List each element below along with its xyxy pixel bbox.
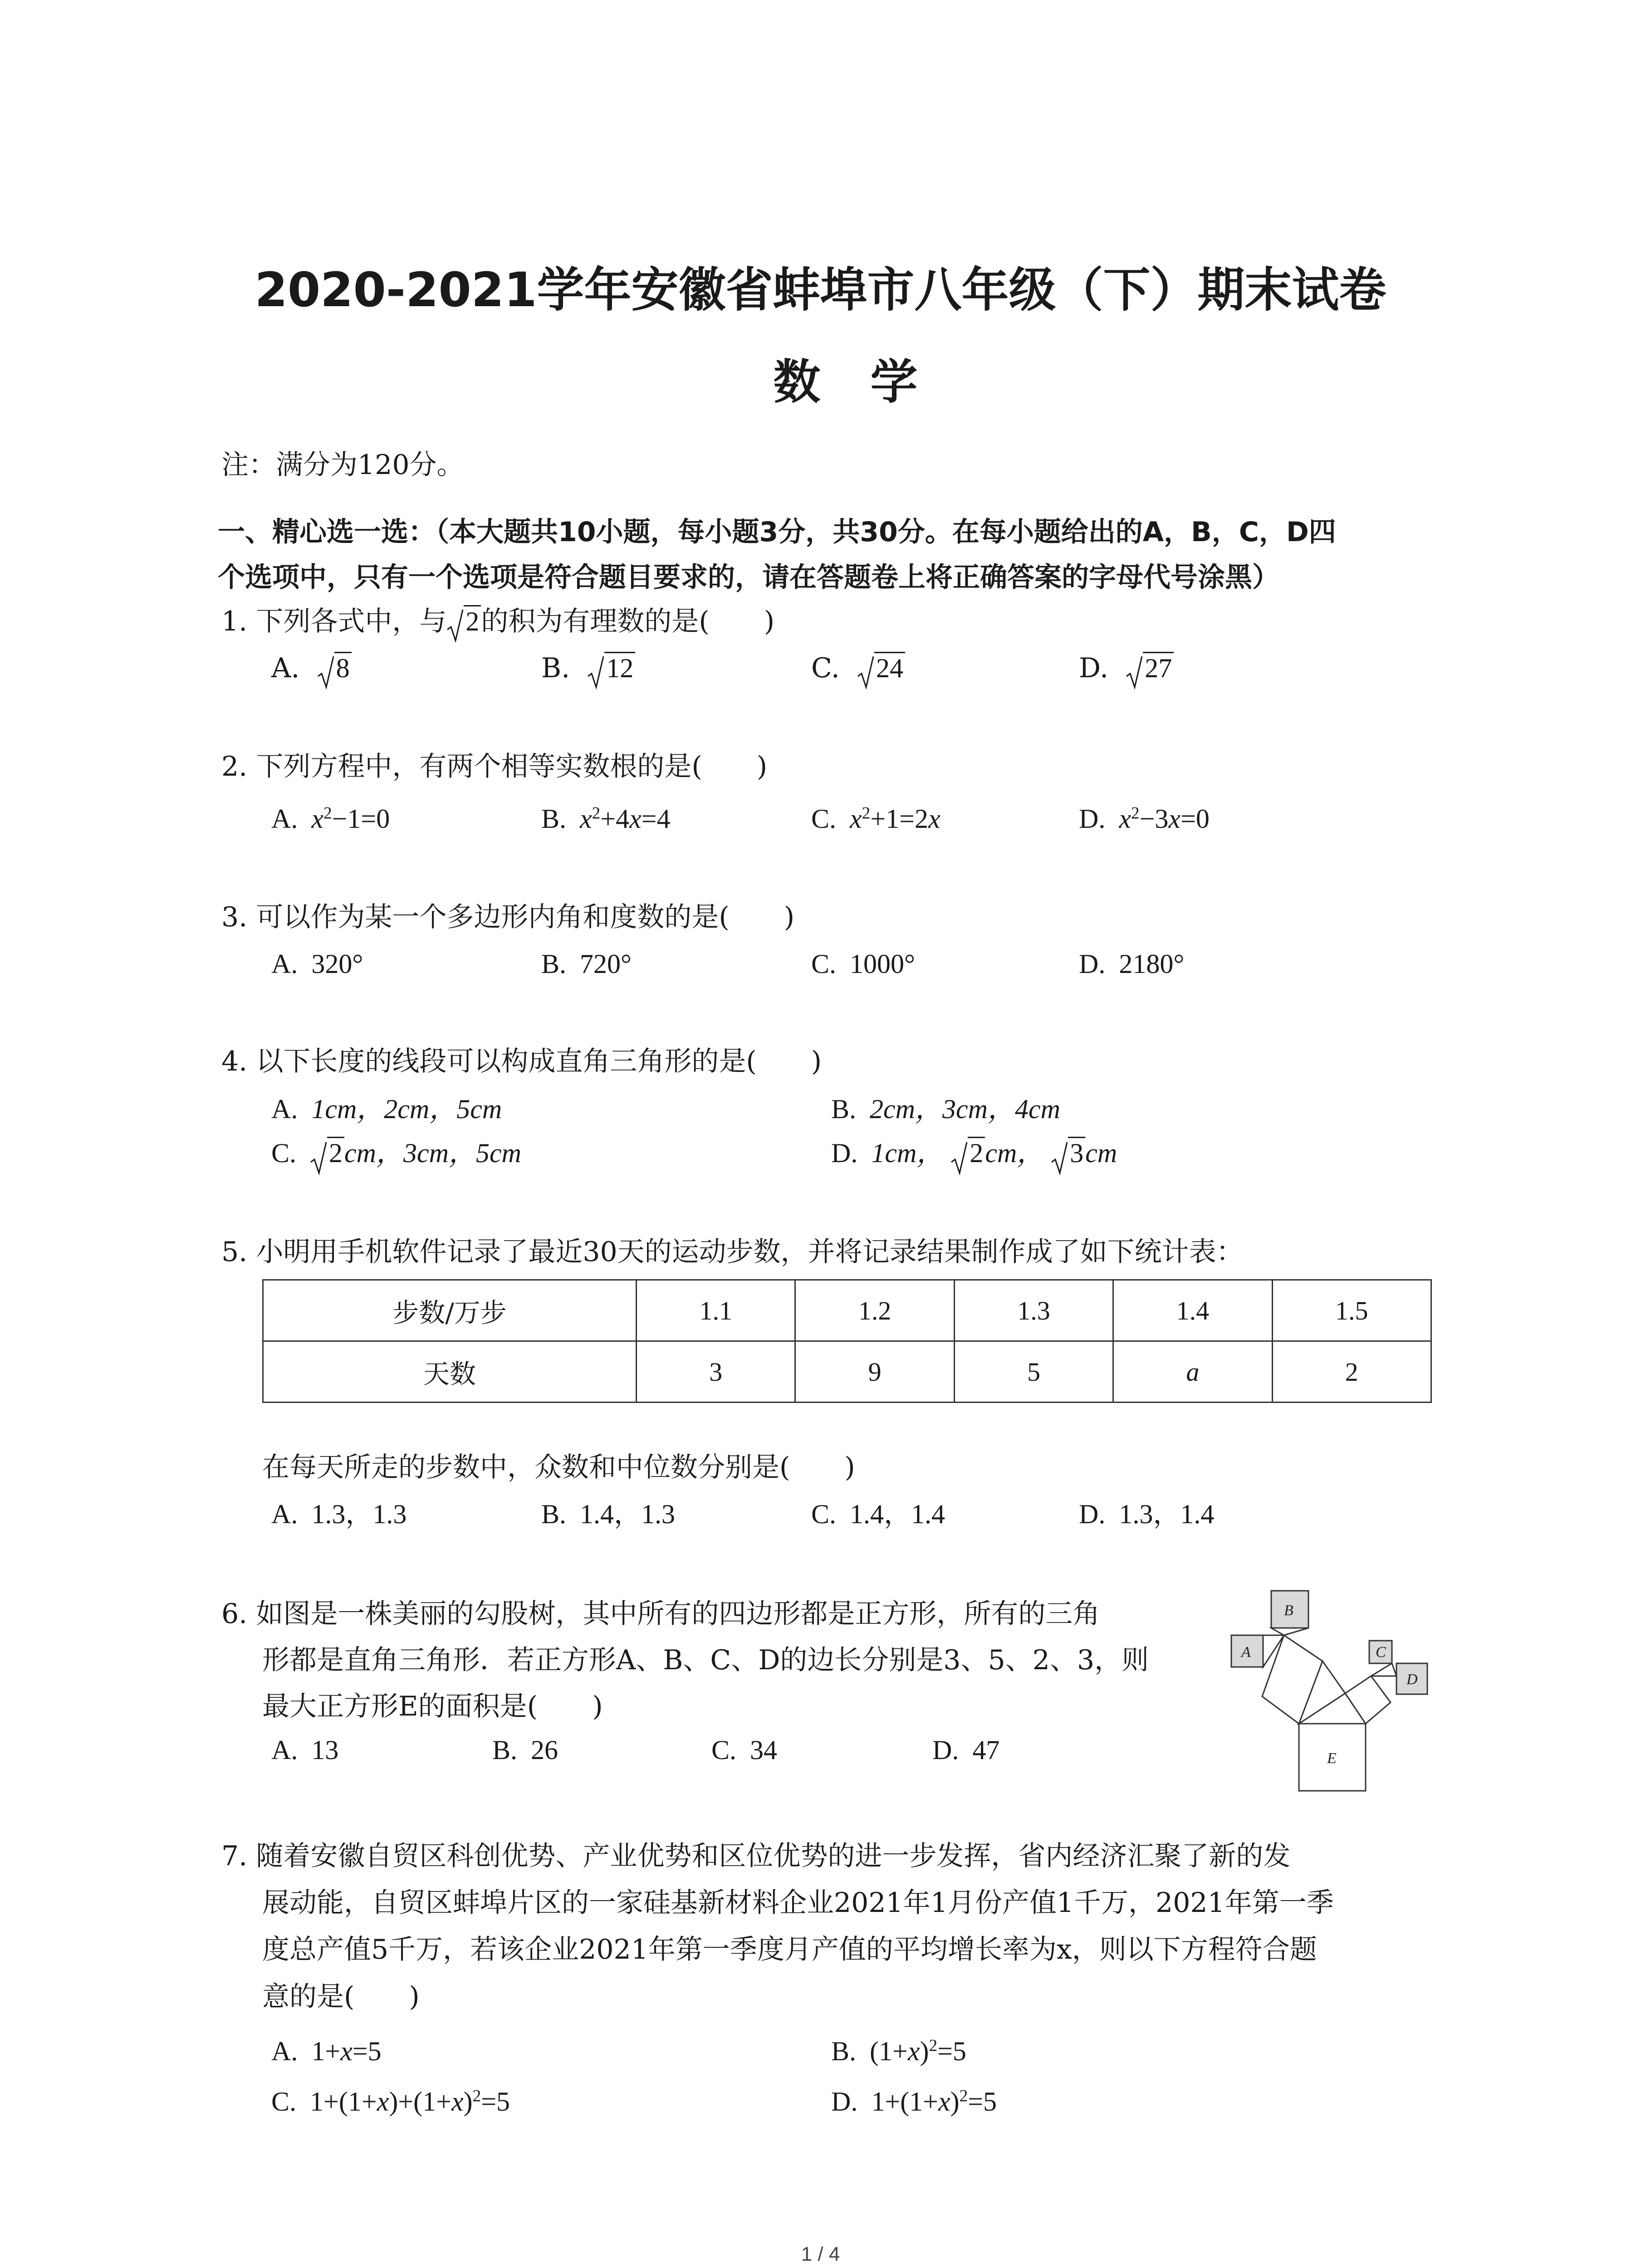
q4-option-d[interactable] [831,1139,1117,1176]
table-row [263,1280,1431,1341]
question-number: 1. [221,606,248,637]
option-text: 47 [972,1735,1000,1765]
question-text: 小明用手机软件记录了最近30天的运动步数，并将记录结果制作成了如下统计表： [256,1236,1244,1268]
option-text: 2180° [1119,949,1185,979]
question-text: 下列方程中，有两个相等实数根的是( ) [256,751,768,782]
option-label: D. [932,1735,959,1765]
option-text: 320° [311,949,363,979]
radicand: 2 [327,1137,344,1168]
option-label: C. [271,2087,297,2116]
table-cell: 1.4 [1113,1280,1272,1341]
sqrt-icon [857,655,874,690]
label-c: C [1376,1644,1386,1661]
option-label: B. [831,2036,857,2066]
radicand: 8 [334,652,352,683]
question-2 [221,753,767,780]
page-title: 2020-2021学年安徽省蚌埠市八年级（下）期末试卷 [255,262,1386,318]
option-text: $1+(1+x)+(1+x)^2=5$ [310,2087,510,2116]
q6-option-c[interactable] [711,1736,777,1764]
question-7-line3: 度总产值5千万，若该企业2021年第一季度月产值的平均增长率为x，则以下方程符合题 [262,1934,1317,1965]
score-note: 注：满分为120分。 [221,449,464,481]
table-cell: 1.3 [954,1280,1113,1341]
q1-option-b[interactable] [541,652,635,690]
option-label: D. [1079,804,1106,834]
option-label: B. [541,1499,567,1529]
question-number: 3. [221,901,248,933]
question-text: 的积为有理数的是( ) [481,606,775,637]
option-text: cm，3cm，5cm [344,1138,521,1168]
q5-question: 在每天所走的步数中，众数和中位数分别是( ) [262,1452,855,1483]
question-number: 5. [221,1236,248,1268]
sqrt-icon [1051,1141,1068,1176]
option-label: C. [271,1138,297,1168]
option-text: 34 [750,1735,778,1765]
q1-option-a[interactable] [271,652,352,690]
question-number: 4. [221,1046,248,1077]
option-text: $x^2-1=0$ [311,804,390,834]
table-cell: 3 [637,1341,795,1403]
question-3 [221,901,795,933]
question-6-line2: 形都是直角三角形．若正方形A、B、C、D的边长分别是3、5、2、3，则 [262,1644,1149,1676]
q7-option-b[interactable] [831,2038,966,2065]
q5-option-b[interactable] [541,1501,675,1528]
option-text: $x^2+1=2x$ [850,804,941,834]
option-label: B. [492,1735,518,1765]
option-text: 1cm，2cm，5cm [311,1094,502,1124]
table-cell: 2 [1272,1341,1431,1403]
option-label: D. [831,1138,858,1168]
question-text: 随着安徽自贸区科创优势、产业优势和区位优势的进一步发挥，省内经济汇聚了新的发 [256,1840,1291,1872]
option-text: 1000° [850,949,916,979]
option-label: C. [811,652,840,684]
q2-option-b[interactable] [541,805,671,832]
steps-table [262,1279,1432,1403]
label-a: A [1241,1644,1251,1661]
q6-option-b[interactable] [492,1736,558,1764]
option-label: A. [271,949,298,979]
label-b: B [1284,1602,1293,1619]
q1-option-c[interactable] [811,652,905,690]
pythagoras-tree-figure [1225,1585,1434,1794]
table-cell: 1.5 [1272,1280,1431,1341]
option-label: D. [1079,949,1106,979]
radicand: 3 [1068,1137,1085,1168]
option-label: A. [271,2036,298,2066]
option-text: $x^2+4x=4$ [580,804,671,834]
sqrt-icon [950,1141,968,1176]
question-4 [221,1048,822,1075]
q1-option-d[interactable] [1079,652,1174,690]
question-5 [221,1238,1244,1266]
option-text: $1+(1+x)^2=5$ [871,2087,997,2116]
table-cell: a [1113,1341,1272,1403]
q5-option-d[interactable] [1079,1501,1214,1528]
option-label: C. [811,949,837,979]
option-label: A. [271,1499,298,1529]
q6-option-a[interactable] [271,1736,338,1764]
radicand: 24 [874,652,905,683]
table-header-cell: 步数/万步 [263,1280,637,1341]
question-6-line1 [221,1600,1100,1628]
option-label: C. [811,804,837,834]
q7-option-a[interactable] [271,2038,382,2065]
section-heading-line1: 一、精心选一选：（本大题共10小题，每小题3分，共30分。在每小题给出的A，B，C，D四 [218,516,1336,548]
option-text: 1.4，1.3 [580,1499,676,1529]
table-cell: 9 [795,1341,954,1403]
sqrt-icon [1126,655,1143,690]
q4-option-b[interactable] [831,1095,1060,1123]
option-text: 1.3，1.3 [311,1499,407,1529]
q7-option-c[interactable] [271,2088,510,2115]
radicand: 12 [604,652,635,683]
option-label: D. [831,2087,858,2116]
sqrt-icon [587,655,604,690]
question-number: 7. [221,1840,248,1872]
option-text: $(1+x)^2=5$ [870,2036,966,2066]
option-label: B. [831,1094,857,1124]
option-text: 26 [531,1735,558,1765]
radicand: 2 [464,605,481,636]
radicand: 2 [968,1137,985,1168]
q5-option-a[interactable] [271,1501,407,1528]
page-number: 1 / 4 [801,2243,840,2265]
q5-option-c[interactable] [811,1501,945,1528]
option-text: 1.4，1.4 [850,1499,945,1529]
q4-option-c[interactable] [271,1139,521,1176]
option-text: 1cm， [871,1138,944,1168]
question-number: 6. [221,1598,248,1630]
option-text: 720° [580,949,632,979]
option-label: A. [271,652,300,684]
q2-option-d[interactable] [1079,805,1210,832]
option-label: D. [1079,1499,1106,1529]
option-label: B. [541,804,567,834]
question-7-line2: 展动能，自贸区蚌埠片区的一家硅基新材料企业2021年1月份产值1千万，2021年第一季 [262,1887,1334,1919]
option-label: A. [271,1735,298,1765]
q2-option-c[interactable] [811,805,941,832]
option-text: 1.3，1.4 [1119,1499,1215,1529]
option-text: 2cm，3cm，4cm [870,1094,1060,1124]
option-text: 1+x=5 [311,2036,382,2066]
q3-option-d[interactable] [1079,950,1184,978]
question-7-line4: 意的是( ) [262,1981,420,2013]
option-text: $x^2-3x=0$ [1119,804,1210,834]
q4-option-a[interactable] [271,1095,502,1123]
option-text: cm， [985,1138,1044,1168]
option-text: cm [1085,1138,1117,1168]
page-subtitle: 数学 [773,354,968,410]
option-label: B. [541,949,567,979]
radicand: 27 [1143,652,1174,683]
question-text: 可以作为某一个多边形内角和度数的是( ) [256,901,795,933]
sqrt-icon [310,1141,327,1176]
option-label: A. [271,804,298,834]
option-text: 13 [311,1735,339,1765]
table-cell: 1.2 [795,1280,954,1341]
question-text: 以下长度的线段可以构成直角三角形的是( ) [256,1046,822,1077]
table-cell: 5 [954,1341,1113,1403]
question-7-line1 [221,1840,1291,1872]
q3-option-a[interactable] [271,950,363,978]
option-label: B. [541,652,570,684]
table-row [263,1341,1431,1403]
q7-option-d[interactable] [831,2088,997,2115]
question-1 [221,608,774,643]
label-d: D [1406,1671,1418,1688]
table-header-cell: 天数 [263,1341,637,1403]
q3-option-b[interactable] [541,950,632,978]
question-text: 如图是一株美丽的勾股树，其中所有的四边形都是正方形，所有的三角 [256,1598,1100,1630]
q2-option-a[interactable] [271,805,390,832]
question-6-line3: 最大正方形E的面积是( ) [262,1691,603,1722]
table-cell: 1.1 [637,1280,795,1341]
section-heading-line2: 个选项中，只有一个选项是符合题目要求的，请在答题卷上将正确答案的字母代号涂黑） [218,562,1279,593]
question-text: 下列各式中，与 [256,606,447,637]
sqrt-icon [317,655,334,690]
q6-option-d[interactable] [932,1736,999,1764]
option-label: D. [1079,652,1109,684]
q3-option-c[interactable] [811,950,915,978]
label-e: E [1327,1750,1337,1767]
option-label: C. [811,1499,837,1529]
question-number: 2. [221,751,248,782]
option-label: A. [271,1094,298,1124]
option-label: C. [711,1735,737,1765]
sqrt-icon [446,609,464,643]
